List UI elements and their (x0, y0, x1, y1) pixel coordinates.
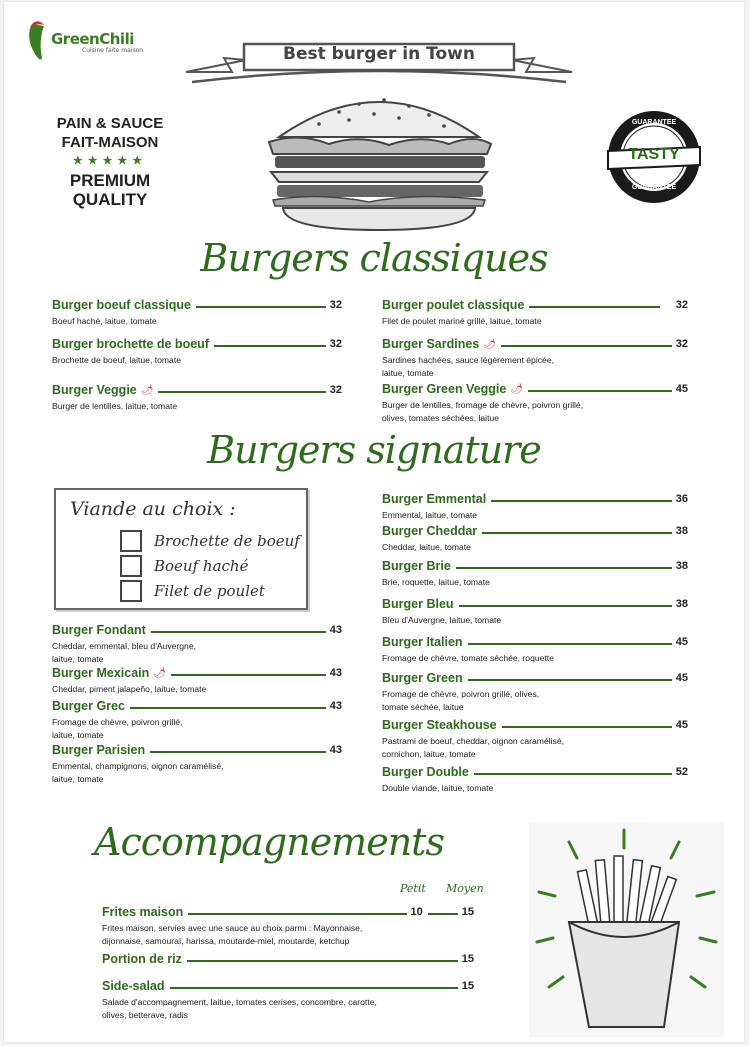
item-name: Burger Steakhouse (382, 718, 497, 732)
promo-stars: ★★★★★ (72, 155, 148, 167)
brand-name: GreenChili (51, 30, 134, 48)
brand-logo (26, 18, 50, 68)
item-price: 32 (675, 338, 688, 350)
promo-line-1: PAIN & SAUCE (56, 115, 164, 132)
menu-item (52, 383, 342, 413)
menu-item (52, 298, 342, 328)
menu-item (382, 597, 688, 627)
item-price: 36 (675, 493, 688, 505)
fries-illustration (529, 822, 724, 1037)
chili-pepper-icon: 🌶 (153, 667, 166, 679)
item-price: 38 (675, 525, 688, 537)
item-price: 43 (329, 667, 342, 679)
promo-line-4: QUALITY (72, 190, 148, 209)
item-price: 32 (329, 338, 342, 350)
banner-text: Best burger in Town (283, 44, 475, 64)
item-name: Burger Bleu (382, 597, 454, 611)
item-name: Frites maison (102, 905, 184, 919)
brand-tagline: Cuisine faite maison (82, 47, 144, 54)
item-name: Burger Mexicain (52, 666, 150, 680)
chili-logo-icon (26, 18, 50, 64)
menu-item (52, 666, 342, 696)
menu-item (52, 699, 342, 741)
item-name: Burger Fondant (52, 623, 146, 637)
item-price: 45 (675, 672, 688, 684)
item-price-small: 10 (410, 906, 423, 918)
menu-item (382, 765, 688, 795)
chili-pepper-icon: 🌶 (140, 384, 154, 396)
menu-item (382, 671, 688, 713)
promo-block (38, 114, 182, 209)
chili-pepper-icon: 🌶 (483, 338, 496, 350)
meat-option[interactable] (120, 578, 300, 603)
item-price: 32 (329, 299, 342, 311)
meat-choice-box (54, 488, 308, 610)
item-name: Burger poulet classique (382, 298, 525, 312)
item-price: 45 (675, 719, 688, 731)
section-title-accompagnements: Accompagnements (94, 820, 444, 864)
item-name: Side-salad (102, 979, 165, 993)
item-desc: Fromage de chèvre, poivron grillé, olives, tomate séchée, laitue (382, 689, 540, 712)
meat-choice-options (120, 528, 300, 603)
size-label-small: Petit (400, 882, 426, 895)
item-name: Burger Veggie (52, 383, 137, 397)
meat-option[interactable] (120, 553, 300, 578)
item-price: 32 (329, 384, 342, 396)
promo-line-2: FAIT-MAISON (61, 134, 159, 151)
menu-item (382, 298, 688, 328)
item-name: Burger brochette de boeuf (52, 337, 209, 351)
item-price: 43 (329, 744, 342, 756)
item-desc: Filet de poulet mariné grillé, laitue, tomate (382, 316, 542, 326)
menu-item (382, 337, 688, 379)
chili-pepper-icon: 🌶 (510, 383, 524, 395)
menu-item (382, 492, 688, 522)
meat-option-label: Boeuf haché (154, 556, 249, 575)
menu-item (52, 743, 342, 785)
size-label-medium: Moyen (446, 882, 484, 895)
menu-page (4, 2, 744, 1042)
item-desc: Frites maison, servies avec une sauce au choix parmi : Mayonnaise, dijonnaise, samouraï, harissa, moutarde-miel, moutarde, ketchup (102, 923, 363, 946)
item-desc: Burger de lentilles, fromage de chèvre, poivron grillé, olives, tomates séchées, laitue (382, 400, 584, 423)
item-name: Burger Brie (382, 559, 451, 573)
item-price: 45 (675, 383, 688, 395)
item-name: Burger boeuf classique (52, 298, 191, 312)
menu-item (52, 623, 342, 665)
item-price: 32 (675, 299, 688, 311)
item-name: Burger Cheddar (382, 524, 478, 538)
item-desc: Brie, roquette, laitue, tomate (382, 577, 490, 587)
item-desc: Cheddar, piment jalapeño, laitue, tomate (52, 684, 207, 694)
item-price: 15 (461, 953, 474, 965)
item-price: 38 (675, 560, 688, 572)
item-name: Burger Grec (52, 699, 125, 713)
meat-option[interactable] (120, 528, 300, 553)
menu-item (382, 559, 688, 589)
meat-choice-title: Viande au choix : (70, 498, 236, 520)
item-name: Burger Double (382, 765, 469, 779)
checkbox[interactable] (120, 555, 142, 577)
menu-item (102, 952, 474, 966)
badge-top: GUARANTEE (631, 119, 677, 126)
item-desc: Cheddar, laitue, tomate (382, 542, 471, 552)
item-desc: Emmental, laitue, tomate (382, 510, 478, 520)
item-name: Burger Green (382, 671, 463, 685)
item-desc: Salade d'accompagnement, laitue, tomates cerises, concombre, carotte, olives, betterave, radis (102, 997, 377, 1020)
promo-line-3: PREMIUM (69, 171, 151, 190)
item-price: 15 (461, 980, 474, 992)
item-desc: Cheddar, emmental, bleu d'Auvergne, laitue, tomate (52, 641, 197, 664)
meat-option-label: Filet de poulet (154, 581, 265, 600)
item-price: 43 (329, 624, 342, 636)
menu-item (52, 337, 342, 367)
item-desc: Burger de lentilles, laitue, tomate (52, 401, 178, 411)
menu-item (102, 905, 474, 947)
item-name: Burger Sardines (382, 337, 480, 351)
menu-item (382, 382, 688, 424)
item-price: 38 (675, 598, 688, 610)
item-desc: Sardines hachées, sauce légèrement épicée, laitue, tomate (382, 355, 554, 378)
item-desc: Fromage de chèvre, poivron grillé, laitue, tomate (52, 717, 183, 740)
checkbox[interactable] (120, 580, 142, 602)
item-price: 45 (675, 636, 688, 648)
item-price: 43 (329, 700, 342, 712)
badge-bottom: GUARANTEE (631, 184, 677, 191)
item-desc: Double viande, laitue, tomate (382, 783, 494, 793)
item-desc: Boeuf haché, laitue, tomate (52, 316, 157, 326)
meat-option-label: Brochette de boeuf (154, 531, 300, 550)
item-price: 15 (461, 906, 474, 918)
menu-item (382, 524, 688, 554)
item-name: Portion de riz (102, 952, 182, 966)
menu-item (382, 718, 688, 760)
item-desc: Emmental, champignons, oignon caramélisé, laitue, tomate (52, 761, 224, 784)
item-desc: Fromage de chèvre, tomate séchée, roquette (382, 653, 554, 663)
item-desc: Bleu d'Auvergne, laitue, tomate (382, 615, 502, 625)
item-name: Burger Parisien (52, 743, 146, 757)
item-name: Burger Green Veggie (382, 382, 507, 396)
section-title-signature: Burgers signature (207, 428, 541, 472)
menu-item (102, 979, 474, 1021)
item-name: Burger Italien (382, 635, 463, 649)
badge-center: TASTY (628, 146, 680, 163)
item-price: 52 (675, 766, 688, 778)
burger-illustration (259, 82, 499, 232)
section-title-classiques: Burgers classiques (200, 236, 548, 280)
item-desc: Brochette de boeuf, laitue, tomate (52, 355, 181, 365)
item-desc: Pastrami de boeuf, cheddar, oignon caramélisé, cornichon, laitue, tomate (382, 736, 565, 759)
menu-item (382, 635, 688, 665)
checkbox[interactable] (120, 530, 142, 552)
item-name: Burger Emmental (382, 492, 487, 506)
